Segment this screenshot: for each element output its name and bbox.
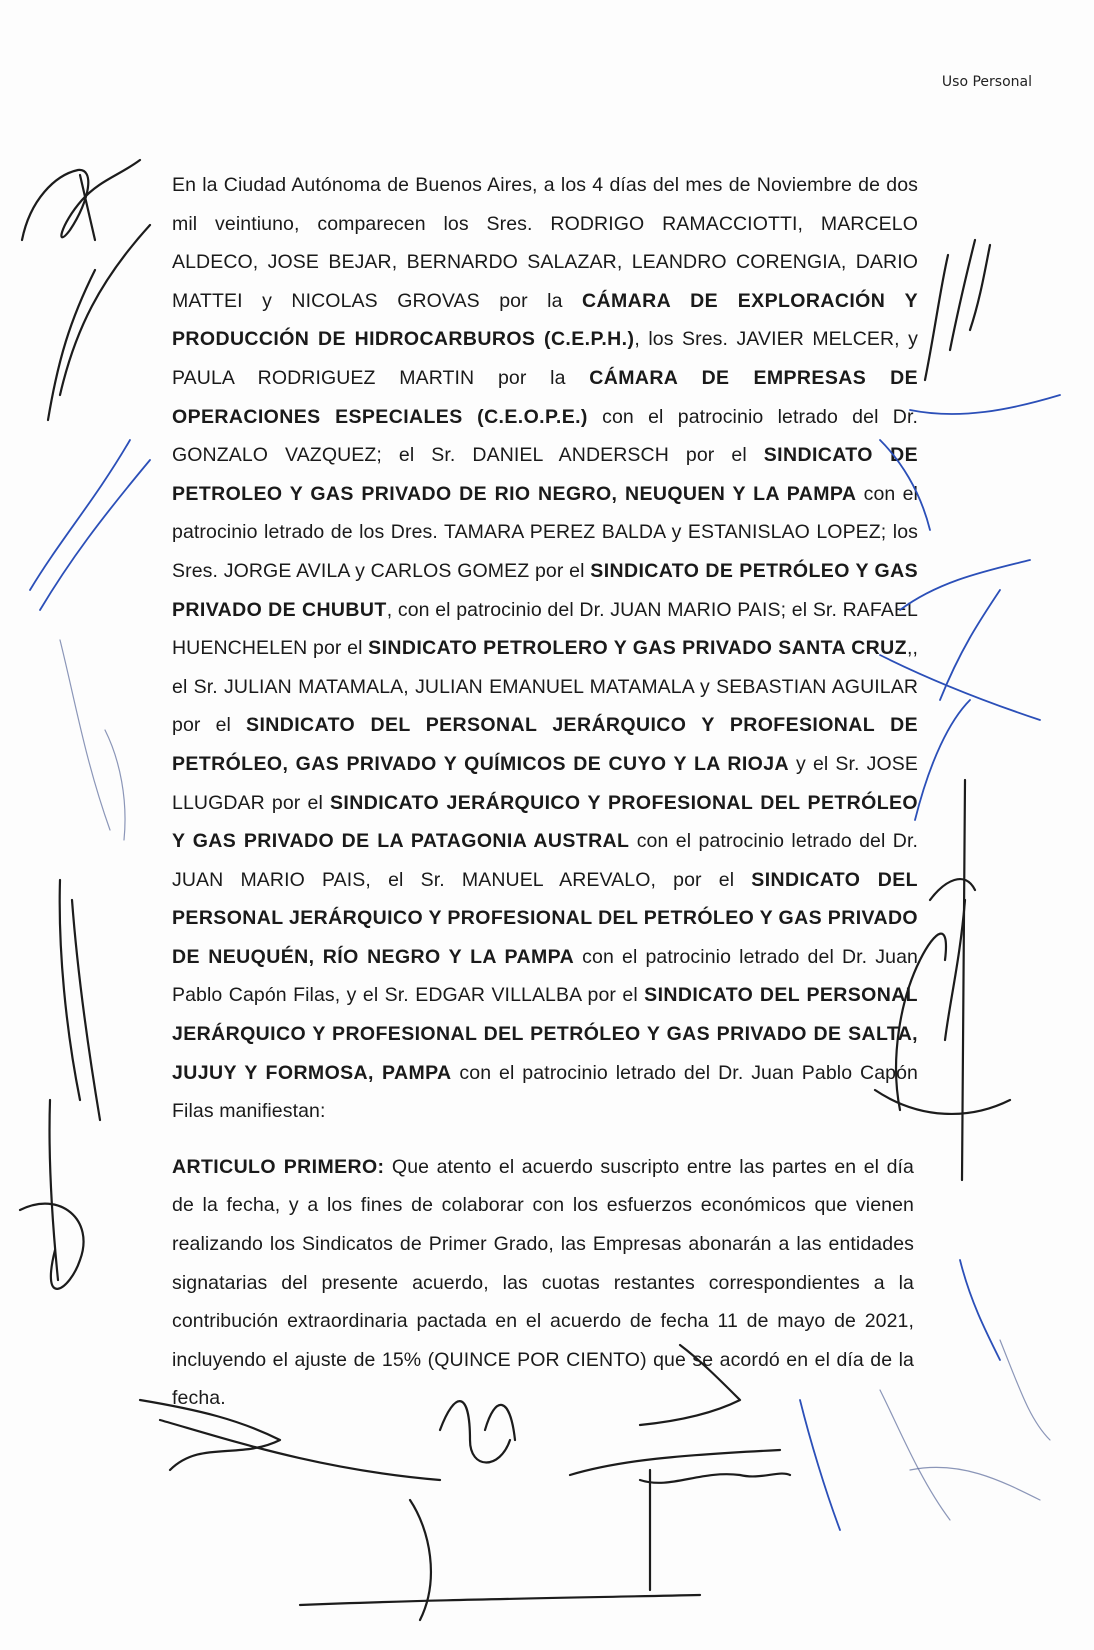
document-body bbox=[172, 166, 918, 1418]
text-segment: con el patrocinio letrado del Dr. Juan Pablo Capón Filas, y el Sr. EDGAR VILLALBA por el bbox=[172, 945, 918, 1007]
party-name: SINDICATO DE PETROLEO Y GAS PRIVADO DE RIO NEGRO, NEUQUEN Y LA PAMPA bbox=[172, 444, 918, 505]
article-first bbox=[172, 1148, 918, 1418]
text-segment: con el patrocinio letrado de los Dres. TAMARA PEREZ BALDA y ESTANISLAO LOPEZ; los Sres. JORGE AVILA y CARLOS GOMEZ por el bbox=[172, 482, 918, 582]
text-segment: ,, el Sr. JULIAN MATAMALA, JULIAN EMANUEL MATAMALA y SEBASTIAN AGUILAR por el bbox=[172, 637, 918, 737]
party-name: CÁMARA DE EXPLORACIÓN Y PRODUCCIÓN DE HIDROCARBUROS (C.E.P.H.) bbox=[172, 289, 918, 351]
party-name: SINDICATO PETROLERO Y GAS PRIVADO SANTA CRUZ bbox=[368, 637, 907, 660]
intro-paragraph bbox=[172, 166, 918, 1131]
article-text: Que atento el acuerdo suscripto entre las partes en el día de la fecha, y a los fines de colaborar con los esfuerzos económicos que vienen realizando los Sindicatos de Primer Grado, las Empresas abonarán a las entidades signatarias del presente acuerdo, las cuotas restantes correspondientes a la contribución extraordinaria pactada en el acuerdo de fecha 11 de mayo de 2021, incluyendo el ajuste de 15% (QUINCE POR CIENTO) que se acordó en el día de la fecha. bbox=[172, 1155, 914, 1410]
text-segment: con el patrocinio letrado del Dr. GONZALO VAZQUEZ; el Sr. DANIEL ANDERSCH por el bbox=[172, 405, 919, 467]
left-margin-signature-2 bbox=[30, 440, 150, 840]
text-segment: , con el patrocinio del Dr. JUAN MARIO PAIS; el Sr. RAFAEL HUENCHELEN por el bbox=[172, 598, 918, 660]
text-segment: En la Ciudad Autónoma de Buenos Aires, a los 4 días del mes de Noviembre de dos mil veintiuno, comparecen los Sres. RODRIGO RAMACCIOTTI, MARCELO ALDECO, JOSE BEJAR, BERNARDO SALAZAR, LEANDRO CORENGIA, DARIO MATTEI y NICOLAS GROVAS por la bbox=[172, 174, 918, 312]
text-segment: , los Sres. JAVIER MELCER, y PAULA RODRIGUEZ MARTIN por la bbox=[172, 328, 918, 389]
left-margin-signature-3 bbox=[20, 880, 100, 1289]
party-name: SINDICATO DE PETRÓLEO Y GAS PRIVADO DE CHUBUT bbox=[172, 559, 918, 621]
text-segment: con el patrocinio letrado del Dr. JUAN MARIO PAIS, el Sr. MANUEL AREVALO, por el bbox=[172, 830, 919, 891]
party-name: SINDICATO DEL PERSONAL JERÁRQUICO Y PROFESIONAL DEL PETRÓLEO Y GAS PRIVADO DE SALTA, JUJUY Y FORMOSA, PAMPA bbox=[172, 984, 918, 1084]
article-heading: ARTICULO PRIMERO: bbox=[172, 1155, 385, 1178]
party-name: CÁMARA DE EMPRESAS DE OPERACIONES ESPECIALES (C.E.O.P.E.) bbox=[172, 366, 919, 428]
text-segment: y el Sr. JOSE LLUGDAR por el bbox=[172, 752, 918, 814]
party-name: SINDICATO JERÁRQUICO Y PROFESIONAL DEL PETRÓLEO Y GAS PRIVADO DE LA PATAGONIA AUSTRAL bbox=[172, 791, 918, 853]
party-name: SINDICATO DEL PERSONAL JERÁRQUICO Y PROFESIONAL DEL PETRÓLEO Y GAS PRIVADO DE NEUQUÉN, RÍO NEGRO Y LA PAMPA bbox=[172, 868, 919, 968]
party-name: SINDICATO DEL PERSONAL JERÁRQUICO Y PROFESIONAL DE PETRÓLEO, GAS PRIVADO Y QUÍMICOS DE CUYO Y LA RIOJA bbox=[172, 714, 918, 775]
usage-label: Uso Personal bbox=[941, 74, 1032, 90]
left-margin-signature-1 bbox=[22, 160, 150, 420]
text-segment: con el patrocinio letrado del Dr. Juan Pablo Capón Filas manifiestan: bbox=[172, 1061, 918, 1123]
